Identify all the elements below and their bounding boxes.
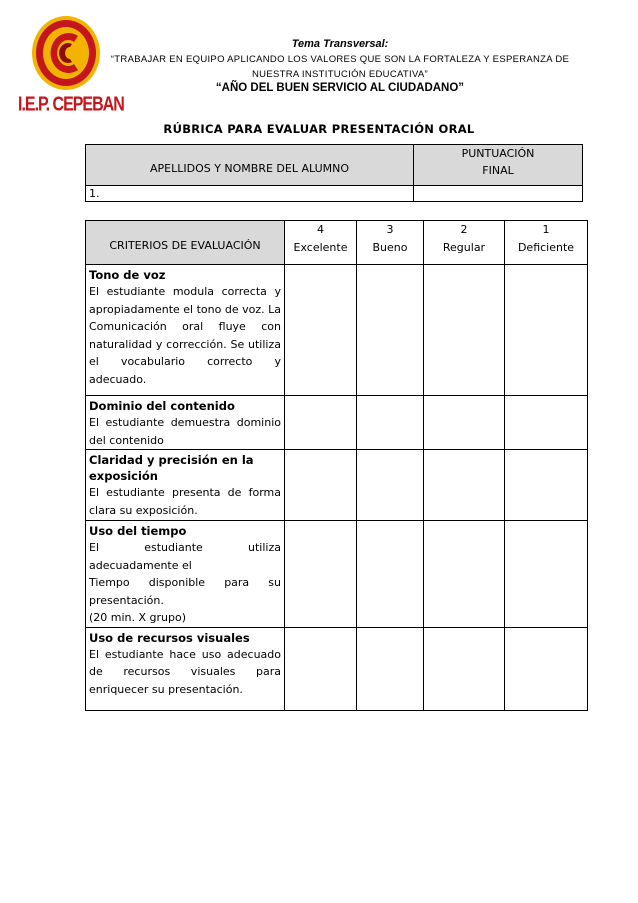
- theme-label: Tema Transversal:: [291, 38, 389, 50]
- score-cell-1[interactable]: [505, 521, 588, 628]
- final-score-header-line-1: PUNTUACIÓN: [461, 147, 535, 160]
- level-score: 1: [542, 223, 550, 236]
- criterion-description: El estudiante presenta de forma clara su exposición.: [89, 486, 281, 517]
- criterion-name: Uso de recursos visuales: [89, 630, 250, 645]
- word: El: [89, 541, 100, 554]
- criterion-tono-de-voz: [86, 265, 285, 396]
- score-cell-4[interactable]: [285, 396, 357, 450]
- criterion-name: Uso del tiempo: [89, 524, 187, 538]
- score-cell-2[interactable]: [424, 627, 505, 710]
- score-cell-3[interactable]: [357, 396, 424, 450]
- criterion-uso-del-tiempo: [86, 521, 285, 628]
- level-label: Bueno: [372, 241, 408, 254]
- page-title: RÚBRICA PARA EVALUAR PRESENTACIÓN ORAL: [163, 122, 475, 136]
- score-cell-4[interactable]: [285, 627, 357, 710]
- score-cell-4[interactable]: [285, 265, 357, 396]
- criterion-description: El estudiante demuestra dominio del contenido: [89, 416, 281, 447]
- word: disponible: [148, 576, 206, 589]
- word: su: [268, 576, 281, 589]
- score-cell-2[interactable]: [424, 450, 505, 521]
- year-motto: “AÑO DEL BUEN SERVICIO AL CIUDADANO”: [215, 82, 465, 94]
- student-name-header: APELLIDOS Y NOMBRE DEL ALUMNO: [86, 145, 414, 186]
- criterion-name: Dominio del contenido: [89, 399, 235, 413]
- description-line: [89, 539, 281, 557]
- score-cell-2[interactable]: [424, 521, 505, 628]
- criteria-header: CRITERIOS DE EVALUACIÓN: [86, 221, 285, 265]
- description-line: [89, 574, 281, 592]
- criterion-claridad-y-precision: [86, 450, 285, 521]
- student-table: [85, 144, 583, 202]
- motto-line-2: NUESTRA INSTITUCIÓN EDUCATIVA”: [252, 69, 428, 80]
- score-cell-3[interactable]: [357, 521, 424, 628]
- level-header-2: [424, 221, 505, 265]
- level-score: 4: [317, 223, 324, 236]
- score-cell-1[interactable]: [505, 627, 588, 710]
- score-cell-4[interactable]: [285, 450, 357, 521]
- criterion-description: [89, 539, 281, 627]
- score-cell-1[interactable]: [505, 396, 588, 450]
- word: para: [224, 576, 250, 589]
- motto-line-1: “TRABAJAR EN EQUIPO APLICANDO LOS VALORES QUE SON LA FORTALEZA Y ESPERANZA DE: [110, 54, 570, 65]
- score-cell-3[interactable]: [357, 627, 424, 710]
- motto: [100, 52, 580, 82]
- level-header-1: [505, 221, 588, 265]
- level-label: Deficiente: [517, 241, 575, 254]
- word: estudiante: [144, 541, 203, 554]
- criterion-uso-de-recursos-visuales: [86, 627, 285, 710]
- word: Tiempo: [89, 576, 130, 589]
- final-score-cell[interactable]: [414, 186, 583, 202]
- score-cell-2[interactable]: [424, 265, 505, 396]
- student-name-cell[interactable]: 1.: [86, 186, 414, 202]
- level-label: Excelente: [293, 241, 348, 254]
- level-header-4: [285, 221, 357, 265]
- criterion-dominio-del-contenido: [86, 396, 285, 450]
- score-cell-1[interactable]: [505, 450, 588, 521]
- rubric-table: [85, 220, 588, 711]
- description-line: presentación.: [89, 593, 164, 607]
- word: utiliza: [248, 541, 281, 554]
- description-line: (20 min. X grupo): [89, 611, 187, 624]
- level-score: 2: [460, 223, 468, 236]
- criterion-name: Tono de voz: [89, 268, 166, 282]
- level-label: Regular: [442, 241, 486, 254]
- logo-text: I.E.P. CEPEBAN: [18, 94, 124, 116]
- score-cell-1[interactable]: [505, 265, 588, 396]
- score-cell-2[interactable]: [424, 396, 505, 450]
- description-line: adecuadamente el: [89, 558, 192, 572]
- level-header-3: [357, 221, 424, 265]
- criterion-description: El estudiante hace uso adecuado de recursos visuales para enriquecer su presentación.: [89, 647, 281, 696]
- score-cell-3[interactable]: [357, 450, 424, 521]
- level-score: 3: [386, 223, 394, 236]
- criterion-name: Claridad y precisión en la exposición: [89, 453, 254, 483]
- cepeban-emblem-icon: [30, 14, 102, 92]
- score-cell-4[interactable]: [285, 521, 357, 628]
- score-cell-3[interactable]: [357, 265, 424, 396]
- final-score-header-line-2: FINAL: [482, 164, 514, 177]
- final-score-header: [414, 145, 583, 186]
- criterion-description: El estudiante modula correcta y apropiadamente el tono de voz. La Comunicación oral fluye con naturalidad y corrección. Se utiliza el vocabulario correcto y adecuado.: [89, 285, 281, 386]
